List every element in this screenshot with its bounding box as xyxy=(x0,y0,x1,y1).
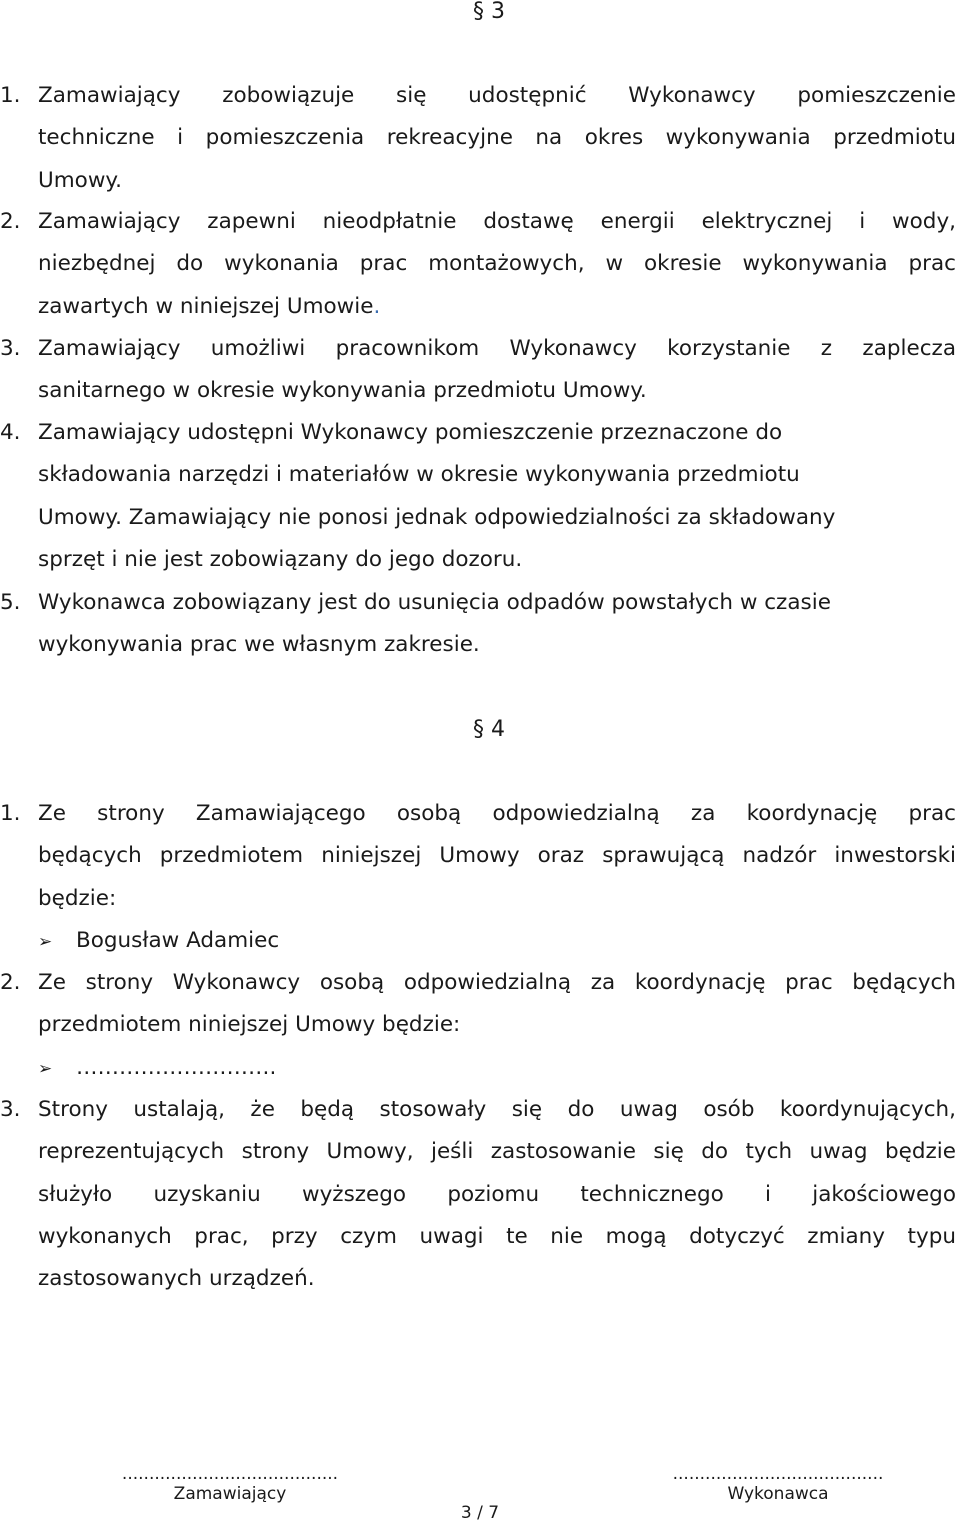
signature-label: Wykonawca xyxy=(727,1484,829,1504)
bullet-text: ………………………. xyxy=(76,1055,277,1080)
arrow-bullet-icon: ➢ xyxy=(38,932,53,952)
item-text-line: Wykonawca zobowiązany jest do usunięcia odpadów powstałych w czasie xyxy=(38,590,831,615)
signature-line: ....................................... xyxy=(672,1464,884,1484)
page-number: 3 / 7 xyxy=(460,1503,500,1523)
item-text-line: sanitarnego w okresie wykonywania przedmiotu Umowy. xyxy=(38,378,647,404)
section-3-item-4 xyxy=(0,412,956,581)
bullet-text: Bogusław Adamiec xyxy=(76,928,280,953)
arrow-bullet-icon: ➢ xyxy=(38,1059,53,1079)
section-4-item-2-bullet xyxy=(38,1047,276,1090)
item-text-line: wykonywania prac we własnym zakresie. xyxy=(38,632,480,658)
item-text-line: przedmiotem niniejszej Umowy będzie: xyxy=(38,1012,461,1038)
section-3-item-1 xyxy=(0,75,956,202)
signature-line: ........................................ xyxy=(121,1464,339,1484)
item-text-line: zawartych w niniejszej Umowie xyxy=(38,293,374,319)
item-text-line: wykonanych prac, przy czym uwagi te nie mogą dotyczyć zmiany typu xyxy=(38,1223,956,1249)
signature-label: Zamawiający xyxy=(173,1484,287,1504)
item-text-line: Zamawiający zobowiązuje się udostępnić Wykonawcy pomieszczenie xyxy=(38,83,956,108)
item-number: 1. xyxy=(0,83,21,108)
item-number: 3. xyxy=(0,1097,21,1122)
section-3-item-2 xyxy=(0,201,956,328)
item-text-line: niezbędnej do wykonania prac montażowych, w okresie wykonywania prac xyxy=(38,251,956,277)
item-text-line: zastosowanych urządzeń. xyxy=(38,1266,315,1292)
item-text-line: służyło uzyskaniu wyższego poziomu technicznego i jakościowego xyxy=(38,1181,956,1207)
signature-right xyxy=(648,1464,908,1504)
signature-left xyxy=(100,1464,360,1504)
section-4-item-3 xyxy=(0,1089,956,1300)
section-4-item-2 xyxy=(0,962,956,1047)
item-number: 2. xyxy=(0,209,21,234)
item-text-line: reprezentujących strony Umowy, jeśli zastosowanie się do tych uwag będzie xyxy=(38,1139,956,1165)
item-text-line: będzie: xyxy=(38,885,117,911)
item-text-line: Zamawiający udostępni Wykonawcy pomieszczenie przeznaczone do xyxy=(38,420,783,445)
item-text-line: składowania narzędzi i materiałów w okresie wykonywania przedmiotu xyxy=(38,462,800,488)
item-text-line: Ze strony Zamawiającego osobą odpowiedzialną za koordynację prac xyxy=(38,801,956,826)
section-4-item-1 xyxy=(0,793,956,920)
item-text-line: Umowy. xyxy=(38,167,122,193)
item-text-line: Umowy. Zamawiający nie ponosi jednak odpowiedzialności za składowany xyxy=(38,504,836,530)
item-text-line: techniczne i pomieszczenia rekreacyjne na okres wykonywania przedmiotu xyxy=(38,125,956,151)
section-3-item-5 xyxy=(0,582,956,667)
item-text-line: Strony ustalają, że będą stosowały się do uwag osób koordynujących, xyxy=(38,1097,956,1122)
item-text-line: Zamawiający umożliwi pracownikom Wykonawcy korzystanie z zaplecza xyxy=(38,336,956,361)
item-text-line: będących przedmiotem niniejszej Umowy oraz sprawującą nadzór inwestorski xyxy=(38,843,956,869)
item-text-line: Ze strony Wykonawcy osobą odpowiedzialną za koordynację prac będących xyxy=(38,970,956,995)
item-number: 3. xyxy=(0,336,21,361)
item-text-line: sprzęt i nie jest zobowiązany do jego dozoru. xyxy=(38,546,523,572)
item-number: 2. xyxy=(0,970,21,995)
section-4-item-1-bullet xyxy=(38,920,279,963)
item-number: 5. xyxy=(0,590,21,615)
item-text-end: . xyxy=(373,293,381,319)
section-3-item-3 xyxy=(0,328,956,413)
item-number: 1. xyxy=(0,801,21,826)
section-4-heading: § 4 xyxy=(473,717,505,742)
item-number: 4. xyxy=(0,420,21,445)
section-3-heading: § 3 xyxy=(473,0,505,24)
item-text-line: Zamawiający zapewni nieodpłatnie dostawę energii elektrycznej i wody, xyxy=(38,209,956,234)
